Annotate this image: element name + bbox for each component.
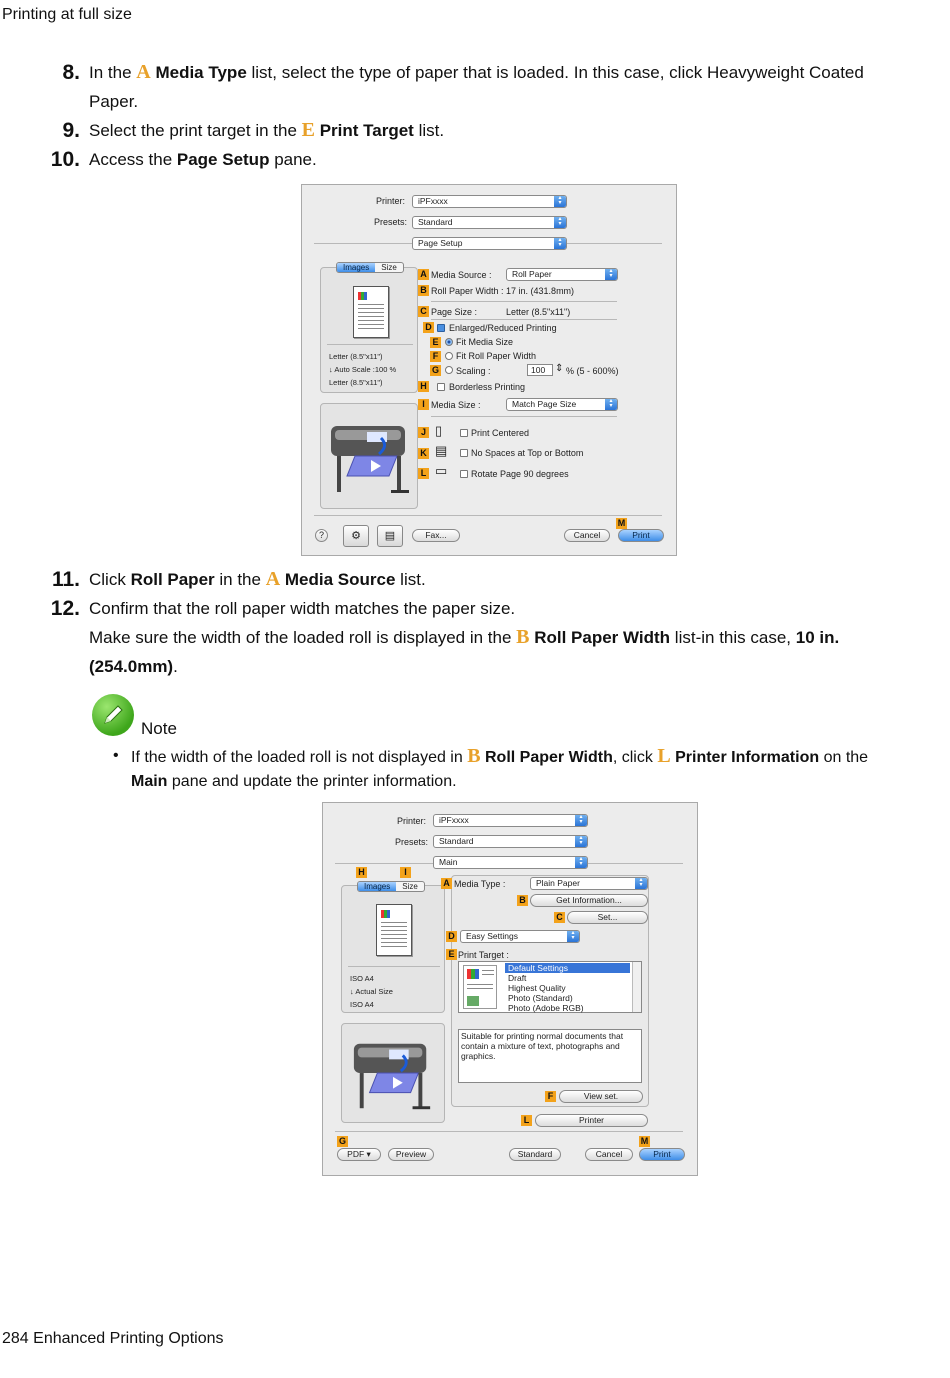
target-item[interactable]: Photo (Adobe RGB) [508, 1003, 584, 1013]
callout-letter: A [136, 61, 151, 83]
preview-panel [320, 267, 418, 393]
document-preview [376, 904, 412, 956]
printer-utility-button[interactable]: ⚙ [343, 525, 369, 547]
preview-tool-button[interactable]: ▤ [377, 525, 403, 547]
presets-popup[interactable]: Standard ▴ ▾ [433, 835, 588, 848]
pane-popup[interactable]: Main ▴ ▾ [433, 856, 588, 869]
borderless-label: Borderless Printing [449, 382, 526, 392]
presets-label: Presets: [374, 217, 408, 227]
callout-letter: A [265, 568, 281, 590]
preview-output: ISO A4 [350, 1000, 374, 1009]
callout-letter: B [467, 745, 481, 767]
fax-button[interactable]: Fax... [412, 529, 460, 542]
scaling-stepper[interactable]: ⇕ [555, 363, 564, 374]
preview-scale: ↓ Actual Size [350, 987, 393, 996]
presets-label: Presets: [395, 837, 429, 847]
print-target-list[interactable] [458, 961, 642, 1013]
cancel-button[interactable]: Cancel [585, 1148, 633, 1161]
target-description: Suitable for printing normal documents that contain a mixture of text, photographs and graphics. [458, 1029, 642, 1083]
page-size-label: Page Size : [431, 307, 478, 317]
preview-paper: Letter (8.5"x11") [329, 352, 383, 361]
printer-label: Printer: [376, 196, 406, 206]
tab-images[interactable]: Images [337, 263, 375, 272]
no-spaces-label: No Spaces at Top or Bottom [471, 448, 584, 458]
callout-m: M [617, 518, 626, 528]
rotate-icon: ▭ [435, 463, 448, 478]
easy-settings-popup[interactable]: Easy Settings ▴ ▾ [460, 930, 580, 943]
callout-f: F [545, 1091, 556, 1102]
scaling-range: % (5 - 600%) [566, 366, 619, 376]
preview-scale: ↓ Auto Scale :100 % [329, 365, 397, 374]
print-button[interactable]: Print [618, 529, 664, 542]
target-item[interactable]: Default Settings [505, 963, 630, 973]
callout-j: J [418, 427, 429, 438]
pane-popup[interactable]: Page Setup ▴ ▾ [412, 237, 567, 250]
step-number: 12. [50, 597, 80, 620]
callout-a: A [418, 269, 429, 280]
print-target-label: Print Target : [458, 950, 509, 960]
print-centered-label: Print Centered [471, 428, 530, 438]
callout-g: G [431, 365, 439, 375]
printer-illustration-panel [341, 1023, 445, 1123]
callout-letter: L [657, 745, 671, 767]
callout-h: H [418, 381, 429, 392]
printer-label: Printer: [397, 816, 427, 826]
step-number: 9. [62, 119, 80, 142]
get-information-button[interactable]: Get Information... [530, 894, 648, 907]
printer-illustration [327, 412, 415, 502]
callout-f: F [430, 351, 441, 362]
callout-c: C [418, 306, 429, 317]
rotate-label: Rotate Page 90 degrees [471, 469, 569, 479]
set-button[interactable]: Set... [567, 911, 648, 924]
callout-k: K [418, 448, 429, 459]
no-spaces-icon: ▤ [435, 443, 448, 458]
callout-l: L [418, 468, 429, 479]
callout-i: I [418, 399, 429, 410]
page-size-value: Letter (8.5"x11") [506, 307, 571, 317]
print-centered-checkbox[interactable] [460, 429, 468, 437]
cancel-button[interactable]: Cancel [564, 529, 610, 542]
tab-size[interactable]: Size [402, 882, 418, 891]
target-item[interactable]: Photo (Standard) [508, 993, 573, 1003]
tab-images[interactable]: Images [358, 882, 396, 891]
callout-b: B [517, 895, 528, 906]
callout-c: C [554, 912, 565, 923]
presets-popup[interactable]: Standard ▴ ▾ [412, 216, 567, 229]
callout-b: B [418, 285, 429, 296]
target-item[interactable]: Draft [508, 973, 527, 983]
callout-letter: E [301, 119, 315, 141]
target-thumbnail [463, 965, 497, 1009]
preview-tabs[interactable] [336, 262, 404, 273]
scaling-field[interactable]: 100 [527, 364, 553, 376]
help-button[interactable]: ? [315, 529, 328, 542]
enlarged-label: Enlarged/Reduced Printing [449, 323, 557, 333]
callout-d: D [446, 931, 457, 942]
preview-tabs[interactable] [357, 881, 425, 892]
callout-m: M [640, 1136, 649, 1146]
fit-media-label: Fit Media Size [456, 337, 514, 347]
callout-i: I [400, 867, 411, 878]
view-set-button[interactable]: View set. [559, 1090, 643, 1103]
page-header: Printing at full size [2, 6, 132, 23]
print-button[interactable]: Print [639, 1148, 685, 1161]
callout-d: D [423, 322, 434, 333]
step-number: 10. [50, 148, 80, 171]
borderless-checkbox[interactable] [437, 383, 445, 391]
callout-a: A [441, 878, 452, 889]
callout-l: L [521, 1115, 532, 1126]
step-number: 8. [62, 61, 80, 84]
callout-h: H [356, 867, 367, 878]
step-number: 11. [51, 568, 80, 591]
tab-size[interactable]: Size [381, 263, 397, 272]
roll-paper-width: Roll Paper Width : 17 in. (431.8mm) [431, 286, 575, 296]
callout-e: E [446, 949, 457, 960]
scaling-radio[interactable] [445, 366, 453, 374]
preview-panel [341, 885, 445, 1013]
no-spaces-checkbox[interactable] [460, 449, 468, 457]
fit-media-radio[interactable] [445, 338, 453, 346]
preview-button[interactable]: Preview [388, 1148, 434, 1161]
media-source-label: Media Source : [431, 270, 492, 280]
media-source-popup[interactable]: Roll Paper ▴ ▾ [506, 268, 618, 281]
fit-roll-radio[interactable] [445, 352, 453, 360]
preview-paper: ISO A4 [350, 974, 374, 983]
media-size-label: Media Size : [431, 400, 481, 410]
page-footer: 284 Enhanced Printing Options [2, 1330, 224, 1347]
printer-popup[interactable]: iPFxxxx ▴ ▾ [412, 195, 567, 208]
pdf-button[interactable]: PDF ▾ [337, 1148, 381, 1161]
target-item[interactable]: Highest Quality [508, 983, 566, 993]
scaling-label: Scaling : [456, 366, 491, 376]
callout-e: E [430, 337, 441, 348]
media-type-popup[interactable]: Plain Paper ▴ ▾ [530, 877, 648, 890]
page-setup-dialog [301, 184, 677, 556]
media-type-label: Media Type : [454, 879, 506, 889]
rotate-checkbox[interactable] [460, 470, 468, 478]
callout-g: G [338, 1136, 346, 1146]
printer-info-button[interactable]: Printer [535, 1114, 648, 1127]
note-label: Note [141, 719, 177, 738]
target-scrollbar[interactable] [632, 962, 641, 1012]
callout-letter: B [516, 626, 530, 648]
document-preview [353, 286, 389, 338]
standard-button[interactable]: Standard [509, 1148, 561, 1161]
printer-popup[interactable]: iPFxxxx ▴ ▾ [433, 814, 588, 827]
media-size-popup[interactable]: Match Page Size ▴ ▾ [506, 398, 618, 411]
enlarged-checkbox[interactable] [437, 324, 445, 332]
fit-roll-label: Fit Roll Paper Width [456, 351, 537, 361]
main-dialog [322, 802, 698, 1176]
printer-illustration [348, 1030, 438, 1118]
preview-output: Letter (8.5"x11") [329, 378, 383, 387]
print-centered-icon: ▯ [435, 423, 443, 438]
printer-illustration-panel [320, 403, 418, 509]
note-pencil-icon [92, 694, 134, 736]
